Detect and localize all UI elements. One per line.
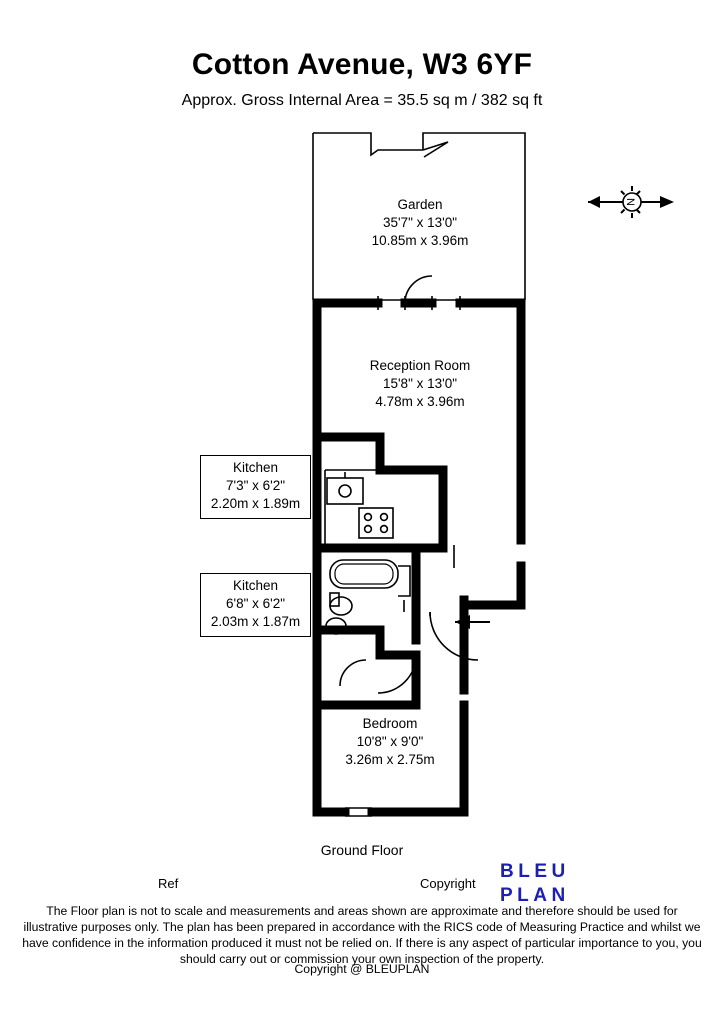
room-label-garden: Garden 35'7" x 13'0" 10.85m x 3.96m: [371, 197, 469, 248]
page-title: Cotton Avenue, W3 6YF: [191, 48, 533, 81]
compass-north-icon: [586, 180, 676, 240]
room-label-bedroom: Bedroom 10'8" x 9'0" 3.26m x 2.75m: [345, 716, 435, 767]
svg-text:N: N: [624, 198, 636, 206]
ref-label: Ref: [158, 876, 179, 891]
callout-kitchen-1: Kitchen 7'3" x 6'2" 2.20m x 1.89m: [200, 455, 311, 519]
floor-caption: Ground Floor: [320, 842, 404, 858]
copyright-line: Copyright @ BLEUPLAN: [294, 962, 430, 976]
disclaimer-text: The Floor plan is not to scale and measurements and areas shown are approximate and therefore should be used for illustrative purposes only. The plan has been prepared in accordance with the RICS code of Measuring Practice and whilst we have confidence in the information produced it must not be relied on. If there is any aspect of particular importance to you, you should carry out or commission your own inspection of the property.: [22, 904, 702, 966]
logo-line-1: BLEU: [500, 861, 570, 882]
callout-kitchen-2: Kitchen 6'8" x 6'2" 2.03m x 1.87m: [200, 573, 311, 637]
bleuplan-logo: [500, 860, 570, 908]
copyright-label: Copyright: [420, 876, 476, 891]
area-subtitle: Approx. Gross Internal Area = 35.5 sq m / 382 sq ft: [181, 92, 543, 109]
room-label-reception-room: Reception Room 15'8" x 13'0" 4.78m x 3.96m: [369, 358, 471, 409]
logo-line-2: PLAN: [500, 885, 570, 906]
